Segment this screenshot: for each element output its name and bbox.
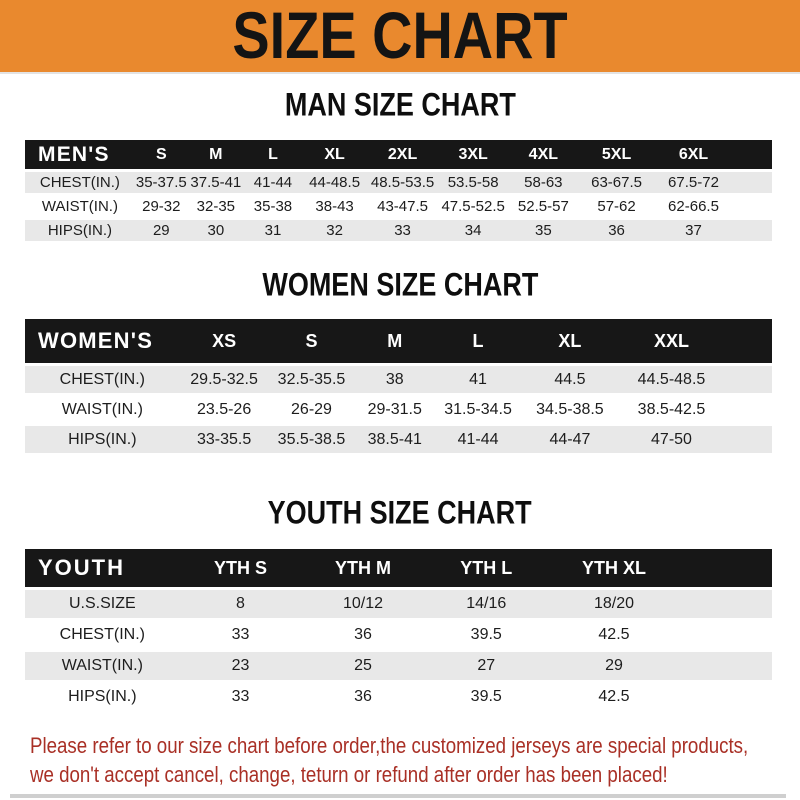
size-value-cell: 29 — [135, 219, 188, 242]
size-column-header: L — [435, 319, 521, 365]
row-label: CHEST(IN.) — [25, 365, 180, 395]
size-value-cell: 34.5-38.5 — [521, 395, 619, 425]
size-value-cell: 33 — [180, 682, 302, 712]
size-value-cell: 41-44 — [244, 171, 302, 195]
size-value-cell: 53.5-58 — [438, 171, 508, 195]
size-value-cell: 31.5-34.5 — [435, 395, 521, 425]
order-notice — [0, 731, 800, 789]
row-label: WAIST(IN.) — [25, 195, 135, 219]
table-header-row — [25, 319, 772, 365]
women-size-chart-section — [0, 268, 800, 453]
size-value-cell: 47-50 — [619, 425, 724, 454]
header-spacer — [732, 140, 772, 171]
header-spacer — [724, 319, 772, 365]
size-value-cell: 26-29 — [269, 395, 355, 425]
youth-size-chart-section — [0, 496, 800, 711]
size-value-cell: 36 — [301, 682, 424, 712]
row-label: WAIST(IN.) — [25, 651, 180, 682]
row-label: HIPS(IN.) — [25, 219, 135, 242]
size-value-cell: 30 — [188, 219, 244, 242]
size-column-header: XL — [521, 319, 619, 365]
size-value-cell: 27 — [425, 651, 548, 682]
size-column-header: YTH M — [301, 549, 424, 589]
size-value-cell: 48.5-53.5 — [367, 171, 438, 195]
size-column-header: 5XL — [578, 140, 654, 171]
row-spacer — [680, 589, 772, 620]
notice-line-2: we don't accept cancel, change, teturn or refund after order has been placed! — [30, 762, 668, 787]
size-value-cell: 34 — [438, 219, 508, 242]
measurement-row — [25, 651, 772, 682]
size-value-cell: 29 — [548, 651, 680, 682]
measurement-row — [25, 365, 772, 395]
size-value-cell: 67.5-72 — [655, 171, 733, 195]
row-label: CHEST(IN.) — [25, 171, 135, 195]
size-value-cell: 38-43 — [302, 195, 367, 219]
row-spacer — [680, 620, 772, 651]
measurement-row — [25, 682, 772, 712]
size-value-cell: 38 — [354, 365, 435, 395]
size-value-cell: 35-37.5 — [135, 171, 188, 195]
size-column-header: 3XL — [438, 140, 508, 171]
row-label: HIPS(IN.) — [25, 425, 180, 454]
charts-area — [0, 88, 800, 711]
size-value-cell: 23 — [180, 651, 302, 682]
row-label: WAIST(IN.) — [25, 395, 180, 425]
size-value-cell: 33 — [180, 620, 302, 651]
size-column-header: YTH L — [425, 549, 548, 589]
row-spacer — [724, 395, 772, 425]
notice-line-1: Please refer to our size chart before order,the customized jerseys are special products, — [30, 733, 749, 758]
size-column-header: S — [135, 140, 188, 171]
row-label: CHEST(IN.) — [25, 620, 180, 651]
size-value-cell: 29-32 — [135, 195, 188, 219]
size-value-cell: 44-47 — [521, 425, 619, 454]
size-column-header: XXL — [619, 319, 724, 365]
size-column-header: XS — [180, 319, 269, 365]
size-value-cell: 44.5-48.5 — [619, 365, 724, 395]
size-value-cell: 47.5-52.5 — [438, 195, 508, 219]
size-value-cell: 52.5-57 — [508, 195, 578, 219]
table-corner-label: YOUTH — [25, 549, 180, 589]
table-header-row — [25, 140, 772, 171]
size-value-cell: 29.5-32.5 — [180, 365, 269, 395]
size-column-header: M — [354, 319, 435, 365]
size-value-cell: 41 — [435, 365, 521, 395]
row-label: HIPS(IN.) — [25, 682, 180, 712]
youth-chart-title-text: YOUTH SIZE CHART — [267, 495, 533, 532]
size-value-cell: 36 — [301, 620, 424, 651]
size-value-cell: 38.5-41 — [354, 425, 435, 454]
size-column-header: 2XL — [367, 140, 438, 171]
size-column-header: XL — [302, 140, 367, 171]
measurement-row — [25, 589, 772, 620]
measurement-row — [25, 395, 772, 425]
size-value-cell: 10/12 — [301, 589, 424, 620]
size-value-cell: 58-63 — [508, 171, 578, 195]
size-value-cell: 33 — [367, 219, 438, 242]
women-chart-title — [0, 268, 800, 304]
youth-chart-title — [0, 496, 800, 532]
measurement-row — [25, 195, 772, 219]
row-spacer — [732, 195, 772, 219]
size-value-cell: 42.5 — [548, 620, 680, 651]
banner — [0, 0, 800, 74]
size-value-cell: 42.5 — [548, 682, 680, 712]
row-spacer — [732, 171, 772, 195]
measurement-row — [25, 219, 772, 242]
size-value-cell: 41-44 — [435, 425, 521, 454]
bottom-edge-shadow — [10, 794, 786, 798]
size-value-cell: 29-31.5 — [354, 395, 435, 425]
size-value-cell: 57-62 — [578, 195, 654, 219]
measurement-row — [25, 620, 772, 651]
men-chart-title-text: MAN SIZE CHART — [284, 87, 516, 124]
size-value-cell: 44.5 — [521, 365, 619, 395]
size-column-header: S — [269, 319, 355, 365]
row-spacer — [680, 651, 772, 682]
size-value-cell: 39.5 — [425, 620, 548, 651]
size-value-cell: 37.5-41 — [188, 171, 244, 195]
size-value-cell: 33-35.5 — [180, 425, 269, 454]
header-spacer — [680, 549, 772, 589]
size-column-header: M — [188, 140, 244, 171]
size-value-cell: 35.5-38.5 — [269, 425, 355, 454]
size-value-cell: 14/16 — [425, 589, 548, 620]
size-value-cell: 36 — [578, 219, 654, 242]
men-size-chart-section — [0, 88, 800, 241]
size-value-cell: 23.5-26 — [180, 395, 269, 425]
size-value-cell: 62-66.5 — [655, 195, 733, 219]
row-label: U.S.SIZE — [25, 589, 180, 620]
size-column-header: L — [244, 140, 302, 171]
size-value-cell: 32 — [302, 219, 367, 242]
row-spacer — [724, 425, 772, 454]
size-value-cell: 38.5-42.5 — [619, 395, 724, 425]
size-value-cell: 31 — [244, 219, 302, 242]
page-title: SIZE CHART — [232, 0, 568, 74]
youth-size-table — [25, 549, 772, 711]
row-spacer — [732, 219, 772, 242]
size-column-header: 6XL — [655, 140, 733, 171]
row-spacer — [680, 682, 772, 712]
size-value-cell: 8 — [180, 589, 302, 620]
size-value-cell: 39.5 — [425, 682, 548, 712]
men-size-table — [25, 140, 772, 241]
measurement-row — [25, 425, 772, 454]
men-chart-title — [0, 88, 800, 124]
size-value-cell: 35 — [508, 219, 578, 242]
table-corner-label: WOMEN'S — [25, 319, 180, 365]
women-chart-title-text: WOMEN SIZE CHART — [262, 267, 538, 304]
table-corner-label: MEN'S — [25, 140, 135, 171]
size-value-cell: 37 — [655, 219, 733, 242]
size-value-cell: 35-38 — [244, 195, 302, 219]
size-column-header: YTH S — [180, 549, 302, 589]
size-value-cell: 32.5-35.5 — [269, 365, 355, 395]
size-value-cell: 43-47.5 — [367, 195, 438, 219]
row-spacer — [724, 365, 772, 395]
size-value-cell: 44-48.5 — [302, 171, 367, 195]
size-column-header: YTH XL — [548, 549, 680, 589]
size-value-cell: 32-35 — [188, 195, 244, 219]
table-header-row — [25, 549, 772, 589]
size-value-cell: 25 — [301, 651, 424, 682]
women-size-table — [25, 319, 772, 453]
size-value-cell: 18/20 — [548, 589, 680, 620]
measurement-row — [25, 171, 772, 195]
size-column-header: 4XL — [508, 140, 578, 171]
size-value-cell: 63-67.5 — [578, 171, 654, 195]
